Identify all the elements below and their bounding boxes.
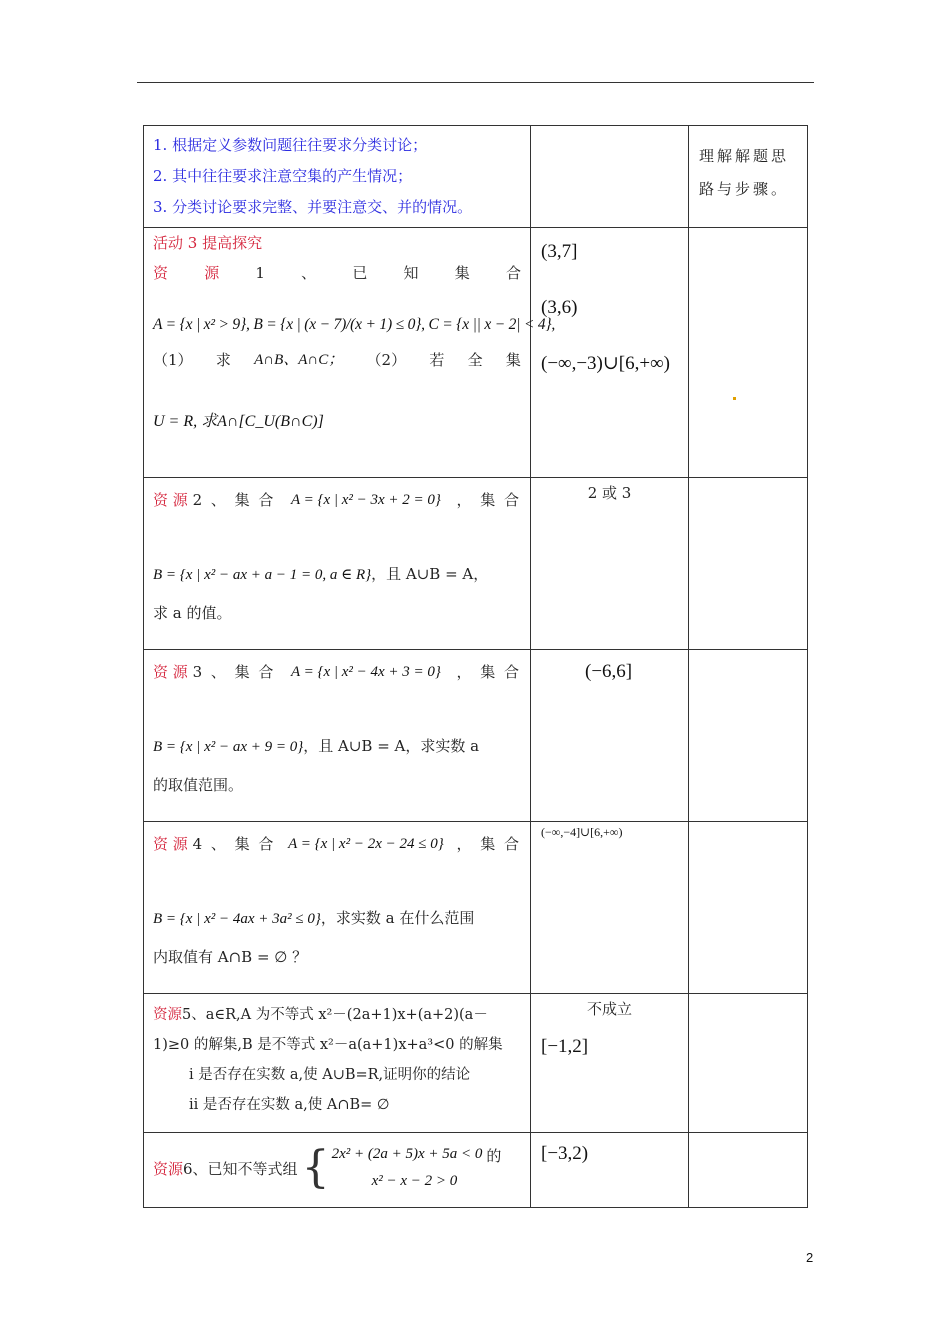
- resource-1-answer-cell: [531, 228, 689, 478]
- r1-q-1: （1）: [153, 351, 193, 369]
- r1-answer-3: (−∞,−3)∪[6,+∞): [541, 353, 670, 374]
- r4-num: 4 、 集 合: [192, 835, 276, 853]
- r1-q-7: 集: [505, 351, 521, 369]
- r1-q-2: 求: [215, 351, 231, 369]
- r3-after-a: ， 集 合: [456, 663, 521, 681]
- resource-5-cell: [144, 994, 531, 1133]
- r2-num: 2 、 集 合: [192, 491, 276, 509]
- intro-item-3: 3. 分类讨论要求完整、并要注意交、并的情况。: [153, 198, 473, 216]
- r6-tail: 的: [486, 1147, 502, 1165]
- r4-set-b: B = {x | x² − 4ax + 3a² ≤ 0}: [153, 911, 321, 927]
- r4-label: 资 源: [153, 835, 188, 853]
- r1-answer-1: (3,7]: [541, 241, 578, 262]
- r3-cond: ，且 A∪B = A，求实数 a: [303, 737, 480, 755]
- resource-1-cell: [144, 228, 556, 478]
- r3-set-b: B = {x | x² − ax + 9 = 0}: [153, 739, 304, 755]
- r3-label: 资 源: [153, 663, 188, 681]
- r1-char-8: 合: [505, 264, 521, 282]
- r3-num: 3 、 集 合: [192, 663, 276, 681]
- resource-5-note-cell: [689, 994, 808, 1133]
- r2-answer: 2 或 3: [587, 484, 632, 502]
- r3-ask: 的取值范围。: [153, 776, 244, 794]
- r5-text-1: 5、a∈R,A 为不等式 x²－(2a+1)x+(a+2)(a－: [182, 1007, 488, 1023]
- resource-3-cell: [144, 650, 531, 822]
- r5-answer-2: [−1,2]: [541, 1036, 589, 1057]
- r1-questions: [153, 348, 521, 372]
- r1-answer-2: (3,6): [541, 297, 578, 318]
- r1-char-4: 、: [301, 264, 317, 282]
- r1-char-1: 资: [153, 264, 169, 282]
- r4-line-1: [153, 830, 521, 858]
- r2-set-a: A = {x | x² − 3x + 2 = 0}: [290, 492, 441, 508]
- r6-text: 6、已知不等式组: [183, 1159, 298, 1178]
- intro-item-1: 1. 根据定义参数问题往往要求分类讨论；: [153, 136, 428, 154]
- lesson-table: [143, 125, 808, 1208]
- intro-row: [144, 126, 808, 228]
- r2-ask: 求 a 的值。: [153, 604, 232, 622]
- r4-after-a: ， 集 合: [456, 835, 521, 853]
- resource-6-cell: [144, 1133, 531, 1208]
- r1-char-6: 知: [403, 264, 419, 282]
- resource-2-note-cell: [689, 478, 808, 650]
- r6-ineq-2: x² − x − 2 > 0: [371, 1173, 458, 1189]
- r3-line-1: [153, 658, 521, 686]
- resource-3-row: [144, 650, 808, 822]
- r2-cond: ，且 A∪B = A，: [371, 565, 489, 583]
- r5-sub-1: ⅰ 是否存在实数 a,使 A∪B=R,证明你的结论: [189, 1067, 471, 1083]
- r1-q-4: （2）: [366, 351, 407, 369]
- r1-char-3: 1: [255, 264, 265, 282]
- r6-ineq-1: 2x² + (2a + 5)x + 5a < 0: [331, 1146, 483, 1162]
- resource-6-answer-cell: [531, 1133, 689, 1208]
- resource-4-answer-cell: [531, 822, 689, 994]
- page-number: 2: [806, 1250, 814, 1265]
- intro-item-2: 2. 其中往往要求注意空集的产生情况；: [153, 167, 413, 185]
- activity-title: 活动 3 提高探究: [153, 234, 263, 252]
- header-rule: [137, 82, 814, 83]
- r6-system: [332, 1141, 483, 1195]
- resource-2-answer-cell: [531, 478, 689, 650]
- r1-char-5: 已: [352, 264, 368, 282]
- r5-text-2: 1)≥0 的解集,B 是不等式 x²－a(a+1)x+a³<0 的解集: [153, 1037, 503, 1053]
- r2-line-1: [153, 486, 521, 514]
- resource-2-cell: [144, 478, 531, 650]
- r3-set-a: A = {x | x² − 4x + 3 = 0}: [290, 664, 441, 680]
- resource-1-heading: [153, 260, 521, 286]
- intro-cell: [144, 126, 531, 228]
- resource-2-row: [144, 478, 808, 650]
- resource-4-row: [144, 822, 808, 994]
- resource-1-note-cell: [689, 228, 808, 478]
- r5-sub-2: ⅱ 是否存在实数 a,使 A∩B= ∅: [189, 1097, 390, 1113]
- r1-q-5: 若: [429, 351, 445, 369]
- resource-5-row: [144, 994, 808, 1133]
- r2-label: 资 源: [153, 491, 188, 509]
- r3-answer: (−6,6]: [585, 661, 633, 682]
- r1-sets: A = {x | x² > 9}, B = {x | (x − 7)/(x + 1) ≤ 0}, C = {x || x − 2| < 4},: [153, 316, 556, 333]
- stray-mark: [733, 397, 736, 400]
- resource-5-answer-cell: [531, 994, 689, 1133]
- r6-answer: [−3,2): [541, 1143, 589, 1164]
- resource-4-cell: [144, 822, 531, 994]
- r2-line-2: [153, 560, 521, 589]
- intro-note: 理解解题思路与步骤。: [699, 147, 790, 198]
- resource-6-note-cell: [689, 1133, 808, 1208]
- resource-6-row: [144, 1133, 808, 1208]
- r4-answer: (−∞,−4]∪[6,+∞): [541, 825, 623, 839]
- r2-set-b: B = {x | x² − ax + a − 1 = 0, a ∈ R}: [153, 567, 372, 583]
- resource-3-note-cell: [689, 650, 808, 822]
- r5-line-1: [153, 1000, 524, 1030]
- r2-after-a: ， 集 合: [456, 491, 521, 509]
- intro-note-cell: [689, 126, 808, 228]
- r6-label: 资源: [153, 1159, 184, 1178]
- resource-1-row: [144, 228, 808, 478]
- resource-4-note-cell: [689, 822, 808, 994]
- r1-question-2: U = R, 求A∩[C_U(B∩C)]: [153, 413, 324, 430]
- r5-answer-1: 不成立: [586, 1000, 632, 1018]
- r5-label: 资源: [153, 1007, 182, 1023]
- r4-cond: ，求实数 a 在什么范围: [320, 909, 475, 927]
- intro-answer-cell: [531, 126, 689, 228]
- resource-3-answer-cell: [531, 650, 689, 822]
- r4-set-a: A = {x | x² − 2x − 24 ≤ 0}: [288, 836, 444, 852]
- r1-q-3: A∩B、A∩C；: [254, 352, 344, 368]
- r1-char-7: 集: [454, 264, 470, 282]
- r1-char-2: 源: [204, 264, 220, 282]
- r1-q-6: 全: [467, 351, 483, 369]
- r4-line-2: [153, 904, 521, 933]
- system-brace: {: [301, 1142, 330, 1193]
- r4-ask: 内取值有 A∩B = ∅ ？: [153, 948, 308, 966]
- r3-line-2: [153, 732, 521, 761]
